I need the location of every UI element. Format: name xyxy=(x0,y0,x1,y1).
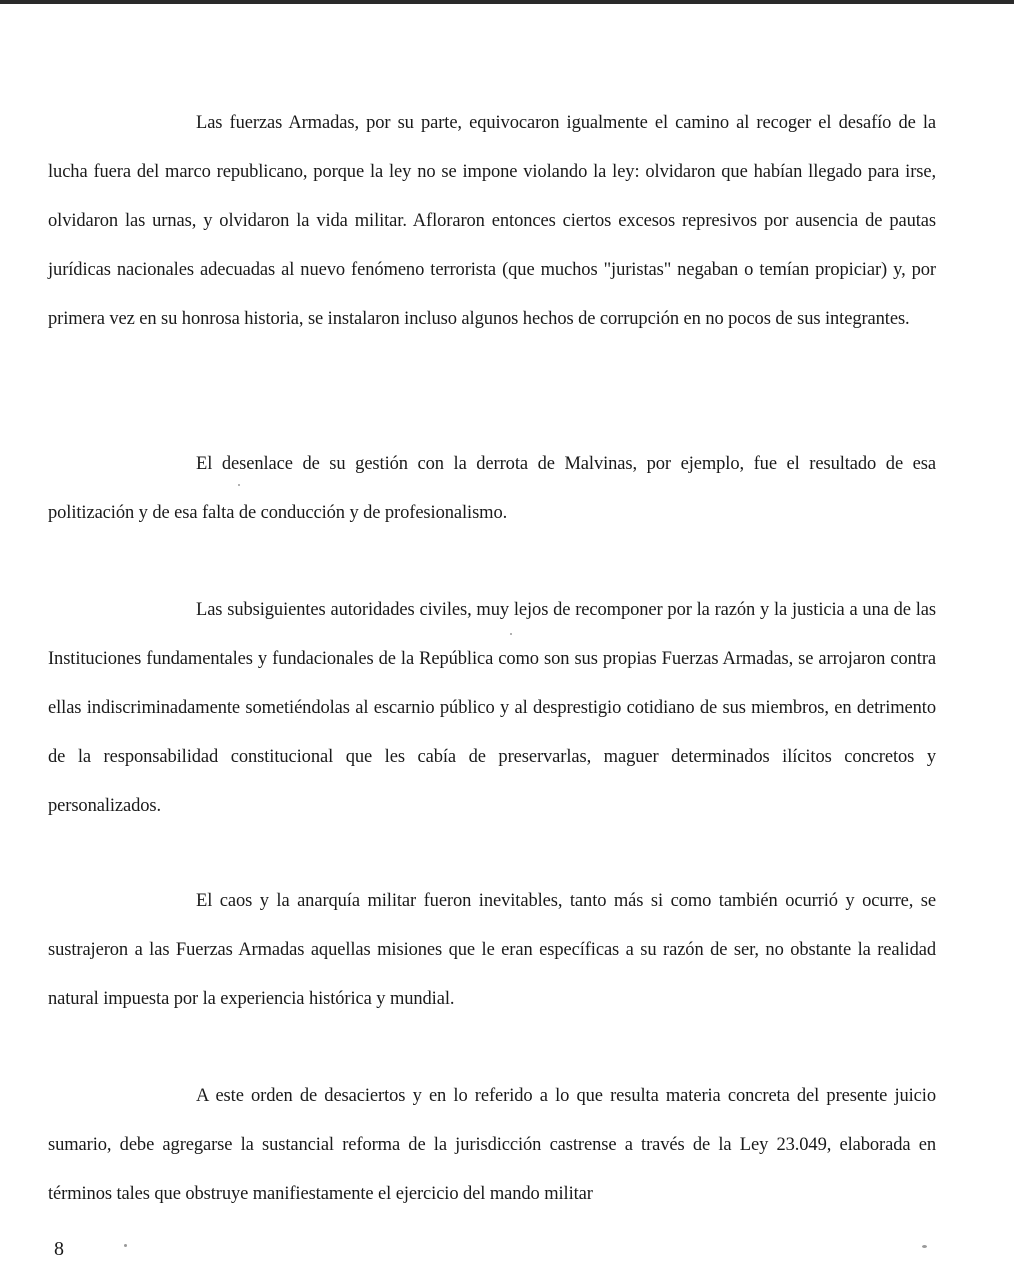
scan-speck xyxy=(124,1244,127,1247)
paragraph-1: Las fuerzas Armadas, por su parte, equivocaron igualmente el camino al recoger el desafío de la lucha fuera del marco republicano, porque la ley no se impone violando la ley: olvidaron que habían llegado para irse, olvidaron las urnas, y olvidaron la vida militar. Afloraron entonces ciertos excesos represivos por ausencia de pautas jurídicas nacionales adecuadas al nuevo fenómeno terrorista (que muchos "juristas" negaban o temían propiciar) y, por primera vez en su honrosa historia, se instalaron incluso algunos hechos de corrupción en no pocos de sus integrantes. xyxy=(48,113,936,329)
scan-speck xyxy=(238,484,240,486)
paragraph-2: El desenlace de su gestión con la derrota de Malvinas, por ejemplo, fue el resultado de esa politización y de esa falta de conducción y de profesionalismo. xyxy=(48,454,936,523)
page-number: 8 xyxy=(54,1238,64,1260)
paragraph-3: Las subsiguientes autoridades civiles, muy lejos de recomponer por la razón y la justicia a una de las Instituciones fundamentales y fundacionales de la República como son sus propias Fuerzas Armadas, se arrojaron contra ellas indiscriminadamente sometiéndolas al escarnio público y al desprestigio cotidiano de sus miembros, en detrimento de la responsabilidad constitucional que les cabía de preservarlas, maguer determinados ilícitos concretos y personalizados. xyxy=(48,600,936,816)
scan-speck xyxy=(922,1245,927,1248)
scan-top-edge xyxy=(0,0,1014,4)
scan-speck xyxy=(510,633,512,635)
paragraph-4: El caos y la anarquía militar fueron inevitables, tanto más si como también ocurrió y ocurre, se sustrajeron a las Fuerzas Armadas aquellas misiones que le eran específicas a su razón de ser, no obstante la realidad natural impuesta por la experiencia histórica y mundial. xyxy=(48,891,936,1009)
paragraph-5: A este orden de desaciertos y en lo referido a lo que resulta materia concreta del presente juicio sumario, debe agregarse la sustancial reforma de la jurisdicción castrense a través de la Ley 23.049, elaborada en términos tales que obstruye manifiestamente el ejercicio del mando militar xyxy=(48,1086,936,1204)
